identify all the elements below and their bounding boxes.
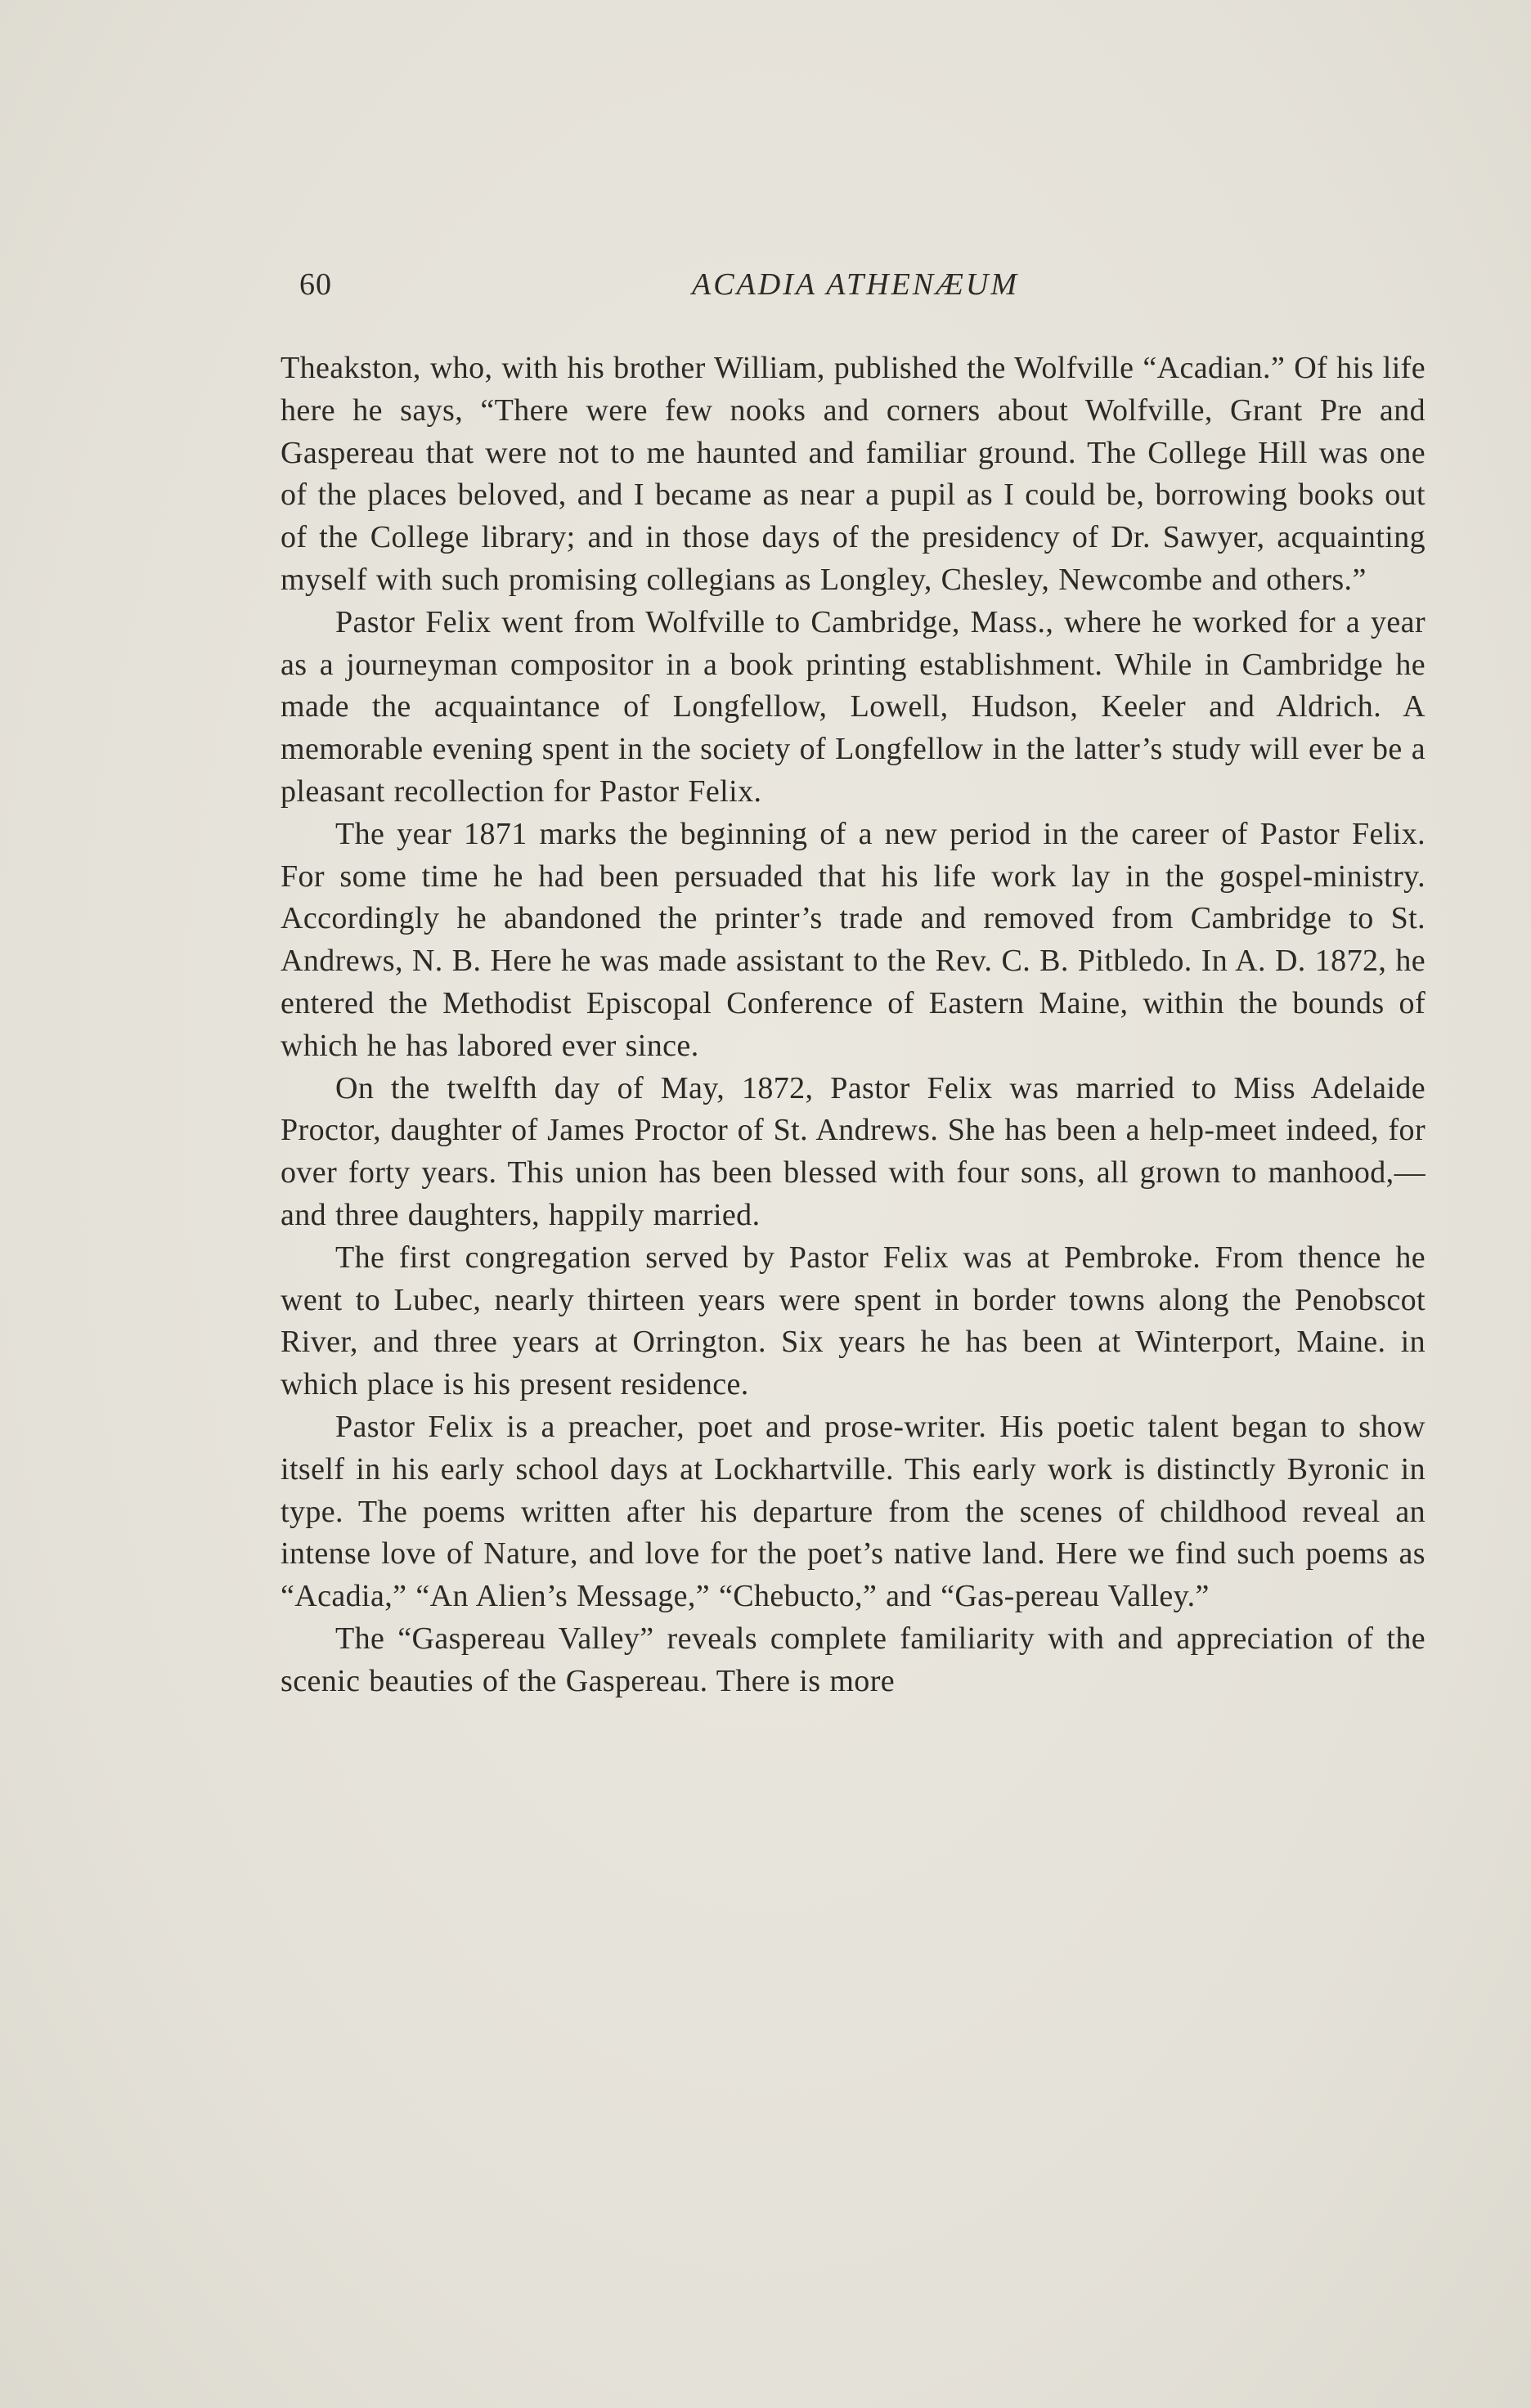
paragraph: The first congregation served by Pastor Felix was at Pembroke. From thence he went to Lubec, nearly thirteen years were spent in border towns along the Penobscot River, and three years at Orrington. Six years he has been at Winterport, Maine. in which place is his present residence.: [281, 1240, 1425, 1402]
paragraph: The “Gaspereau Valley” reveals complete familiarity with and appreciation of the scenic beauties of the Gaspereau. There is more: [281, 1621, 1425, 1698]
paragraph: Pastor Felix is a preacher, poet and prose-writer. His poetic talent began to show itself in his early school days at Lockhartville. This early work is distinctly Byronic in type. The poems written after his departure from the scenes of childhood reveal an intense love of Nature, and love for the poet’s native land. Here we find such poems as “Acadia,” “An Alien’s Message,” “Chebucto,” and “Gas-pereau Valley.”: [281, 1409, 1425, 1614]
paragraph: On the twelfth day of May, 1872, Pastor Felix was married to Miss Adelaide Proctor, daughter of James Proctor of St. Andrews. She has been a help-meet indeed, for over forty years. This union has been blessed with four sons, all grown to manhood,— and three daughters, happily married.: [281, 1070, 1425, 1232]
paragraph: Pastor Felix went from Wolfville to Cambridge, Mass., where he worked for a year as a journeyman compositor in a book printing establishment. While in Cambridge he made the acquaintance of Longfellow, Lowell, Hudson, Keeler and Aldrich. A memorable evening spent in the society of Longfellow in the latter’s study will ever be a pleasant recollection for Pastor Felix.: [281, 604, 1425, 809]
paragraph-continuation: Theakston, who, with his brother William, published the Wolfville “Acadian.” Of his life here he says, “There were few nooks and corners about Wolfville, Grant Pre and Gaspereau that were not to me haunted and familiar ground. The College Hill was one of the places beloved, and I became as near a pupil as I could be, borrowing books out of the College library; and in those days of the presidency of Dr. Sawyer, acquainting myself with such promising collegians as Longley, Chesley, Newcombe and others.”: [281, 351, 1425, 597]
article-body: [281, 348, 1425, 1703]
page-header: [299, 267, 1412, 316]
paragraph: The year 1871 marks the beginning of a new period in the career of Pastor Felix. For some time he had been persuaded that his life work lay in the gospel-ministry. Accordingly he abandoned the printer’s trade and removed from Cambridge to St. Andrews, N. B. Here he was made assistant to the Rev. C. B. Pitbledo. In A. D. 1872, he entered the Methodist Episcopal Conference of Eastern Maine, within the bounds of which he has labored ever since.: [281, 816, 1425, 1063]
running-title: ACADIA ATHENÆUM: [691, 267, 1020, 302]
page-number: 60: [299, 267, 332, 302]
